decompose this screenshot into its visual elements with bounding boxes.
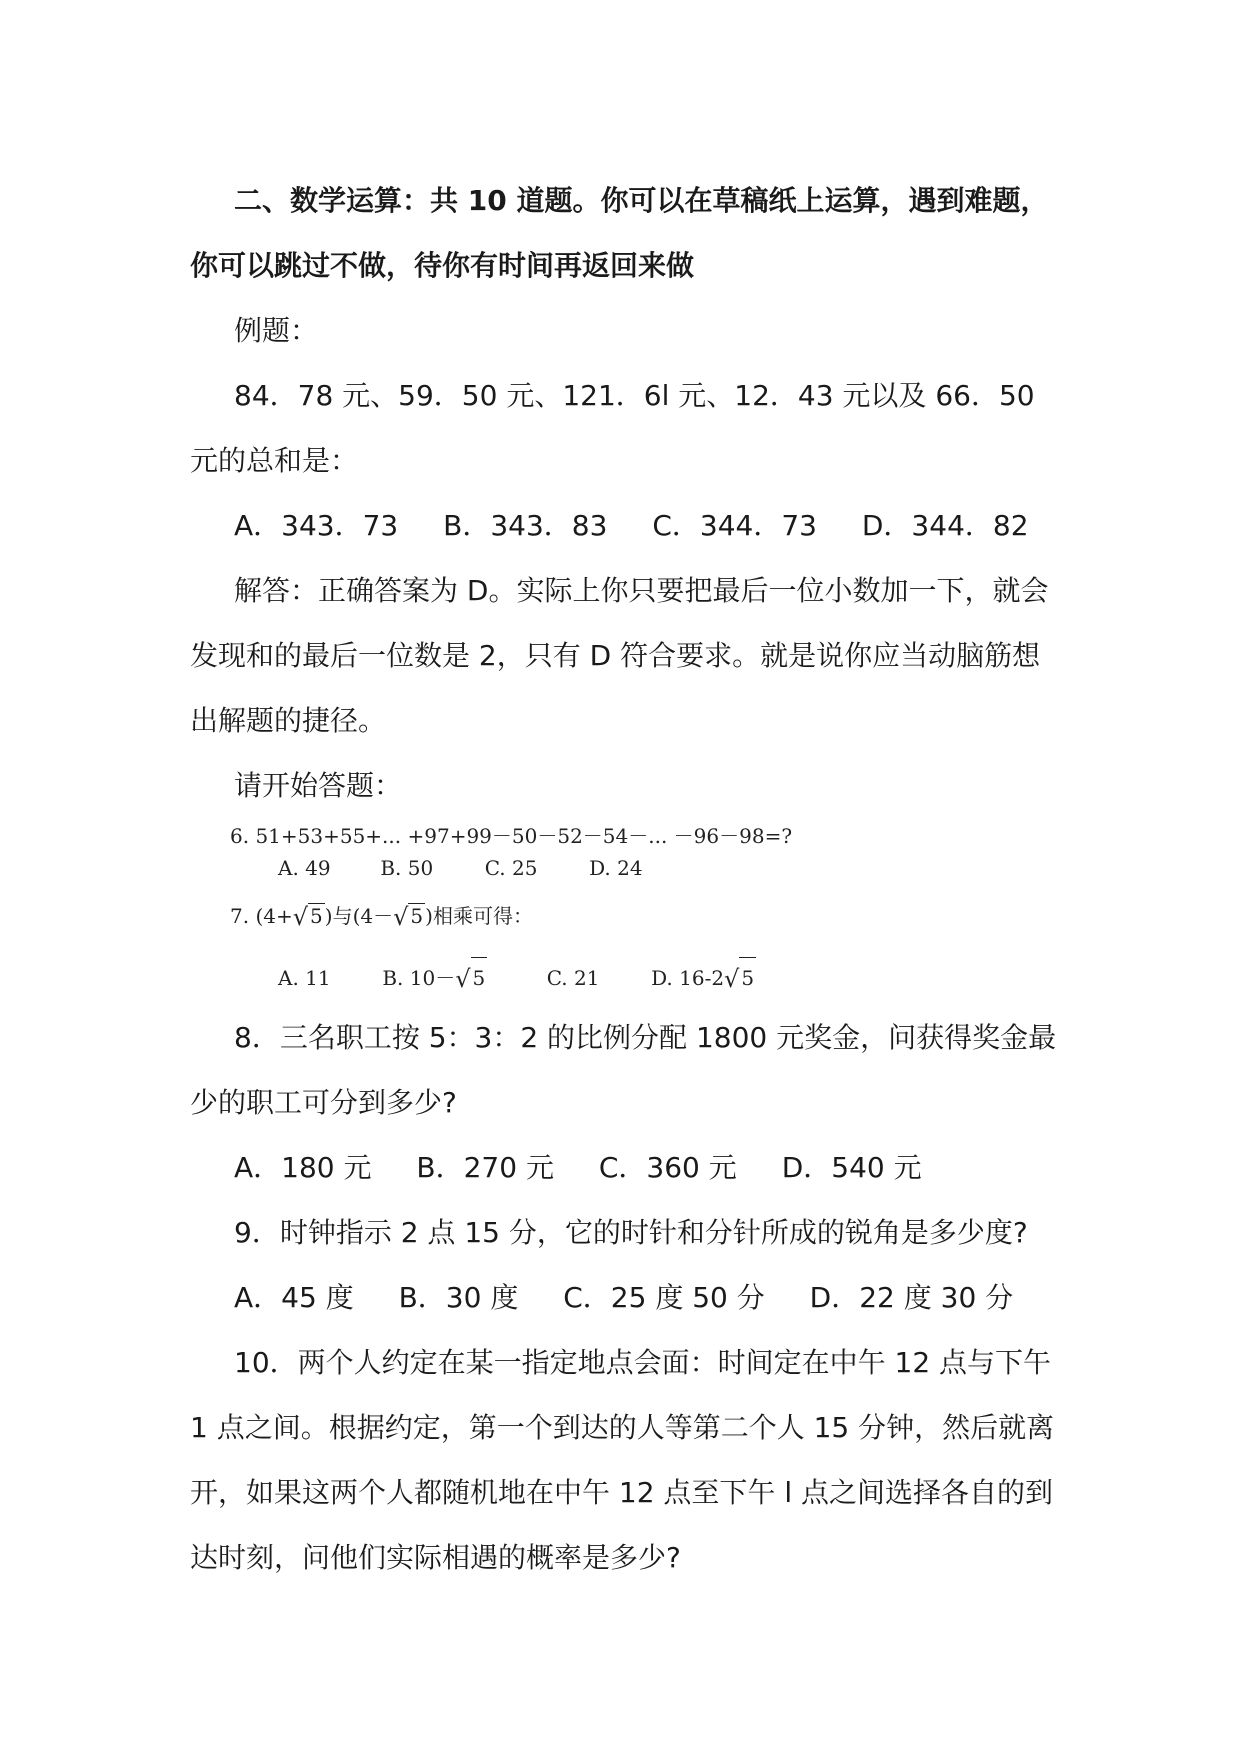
question-8-options [190,1135,1060,1200]
q6-option-a: A. 49 [278,856,331,880]
sqrt-5-a: √ 5 [292,903,323,931]
q9-option-d: D．22 度 30 分 [809,1281,1014,1314]
question-7-options [230,957,1060,999]
question-10-line2: 1 点之间。根据约定，第一个到达的人等第二个人 15 分钟，然后就离 [190,1411,1055,1444]
q9-option-b: B．30 度 [398,1281,519,1314]
q6-option-b: B. 50 [380,856,434,880]
question-6-options [230,852,1060,884]
start-label: 请开始答题： [234,769,403,802]
answer-line2: 发现和的最后一位数是 2，只有 D 符合要求。就是说你应当动脑筋想 [190,639,1041,672]
q8-option-c: C．360 元 [598,1151,737,1184]
sqrt-5-b: √ 5 [393,903,424,931]
question-7-text: 7. (4+√ 5 )与(4－√ 5 )相乘可得： [230,896,1060,937]
q9-option-c: C．25 度 50 分 [563,1281,765,1314]
question-9-options [190,1265,1060,1330]
question-7 [190,896,1060,999]
document-page [190,168,1060,1590]
example-option-b: B．343．83 [443,509,608,542]
example-options [190,493,1060,558]
q7-option-c: C. 21 [546,966,600,990]
q6-option-c: C. 25 [484,856,538,880]
q7-option-d: D. 16-2√ 5 [651,957,756,999]
section-heading-line1: 二、数学运算：共 10 道题。你可以在草稿纸上运算，遇到难题， [234,184,1049,217]
answer-line3: 出解题的捷径。 [190,704,387,737]
example-question-line2: 元的总和是： [190,444,359,477]
q7-option-b: B. 10－√ 5 [382,957,540,999]
example-label: 例题： [234,314,319,347]
question-6-text: 6. 51+53+55+... +97+99－50－52－54－... －96－98=? [230,824,793,848]
q7-option-a: A. 11 [278,966,331,990]
question-10-line3: 开，如果这两个人都随机地在中午 12 点至下午 l 点之间选择各自的到 [190,1476,1054,1509]
question-9-line1: 9．时钟指示 2 点 15 分，它的时针和分针所成的锐角是多少度? [234,1216,1028,1249]
example-option-c: C．344．73 [652,509,817,542]
question-10-line4: 达时刻，问他们实际相遇的概率是多少? [190,1541,681,1574]
q8-option-d: D．540 元 [781,1151,922,1184]
example-question-line1: 84．78 元、59．50 元、121．6l 元、12．43 元以及 66．50 [234,379,1035,412]
q8-option-b: B．270 元 [416,1151,554,1184]
question-8-line2: 少的职工可分到多少? [190,1086,457,1119]
example-option-a: A．343．73 [234,509,399,542]
question-8-line1: 8．三名职工按 5：3：2 的比例分配 1800 元奖金，问获得奖金最 [234,1021,1057,1054]
question-6 [190,820,1060,884]
q6-option-d: D. 24 [589,856,643,880]
section-heading-line2: 你可以跳过不做，待你有时间再返回来做 [190,249,695,282]
answer-line1: 解答：正确答案为 D。实际上你只要把最后一位小数加一下，就会 [234,574,1049,607]
example-option-d: D．344．82 [861,509,1029,542]
question-10-line1: 10．两个人约定在某一指定地点会面：时间定在中午 12 点与下午 [234,1346,1052,1379]
q9-option-a: A．45 度 [234,1281,354,1314]
q8-option-a: A．180 元 [234,1151,372,1184]
